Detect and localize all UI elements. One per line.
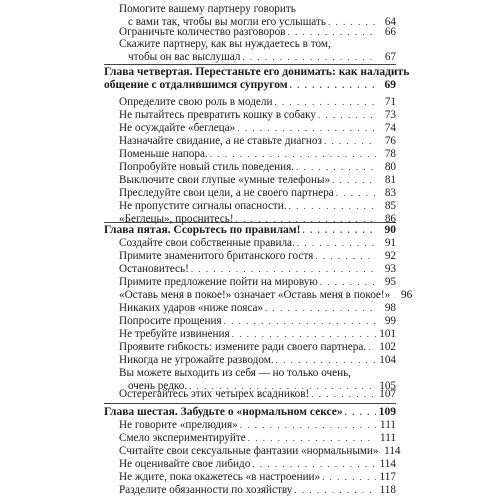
entry-title: «Оставь меня в покое!» означает «Оставь меня в покое!» (119, 289, 391, 301)
entry-line (0, 3, 500, 16)
page-number: 114 (384, 445, 401, 457)
entry-title: Глава пятая. Ссорьтесь по правилам! (104, 224, 301, 236)
page-number: 85 (384, 200, 396, 212)
toc-entry (0, 200, 500, 213)
page-number: 83 (384, 187, 396, 199)
chapter-entry (0, 406, 500, 419)
dot-leader (332, 174, 376, 187)
dot-leader (274, 96, 376, 109)
entry-title: Ограничьте количество разговоров (119, 26, 286, 38)
page-number: 90 (384, 224, 396, 236)
dot-leader (242, 51, 376, 64)
dot-leader (345, 406, 376, 419)
entry-line (0, 109, 500, 122)
entry-line (0, 96, 500, 109)
dot-leader (252, 458, 376, 471)
dot-leader (324, 135, 376, 148)
page-number: 73 (384, 109, 396, 121)
toc-entry (0, 289, 500, 302)
page-number: 71 (384, 96, 396, 108)
entry-title: Не говорите «прелюдия» (119, 419, 238, 431)
entry-title: Остановитесь! (119, 263, 189, 275)
entry-title: Глава шестая. Забудьте о «нормальном сексе» (104, 406, 343, 418)
entry-title: Выключите свои глупые «умные телефоны» (119, 174, 331, 186)
toc-entry (0, 341, 500, 354)
entry-title: Не оценивайте свое либидо (119, 458, 251, 470)
toc-entry (0, 388, 500, 401)
dot-leader (265, 302, 376, 315)
entry-line (0, 51, 500, 64)
dot-leader (289, 200, 376, 213)
entry-line (0, 122, 500, 135)
entry-title: общение с отдалившимся супругом (104, 78, 288, 91)
entry-title: Попросите прощения (119, 315, 222, 327)
entry-title: Вы можете выходить из себя — но только очень, (119, 367, 351, 379)
toc-entry (0, 445, 500, 458)
toc-entry (0, 302, 500, 315)
entry-title: Не осуждайте «беглеца» (119, 122, 236, 134)
page-number: 104 (379, 354, 396, 366)
dot-leader (240, 419, 376, 432)
entry-line (0, 445, 500, 458)
entry-line (0, 406, 500, 419)
entry-title: Не пытайтесь превратить кошку в собаку (119, 109, 316, 121)
entry-line (0, 263, 500, 276)
entry-title: Не ждите, пока окажетесь «в настроении» (119, 471, 321, 483)
section-divider (104, 403, 396, 404)
dot-leader (232, 328, 376, 341)
toc-entry (0, 458, 500, 471)
dot-leader (294, 484, 376, 497)
dot-leader (318, 109, 376, 122)
entry-title: Не пропустите сигналы опасности. (119, 200, 287, 212)
entry-line (0, 26, 500, 39)
toc-entry (0, 471, 500, 484)
page-number: 92 (384, 250, 396, 262)
entry-line (0, 38, 500, 51)
entry-line (0, 484, 500, 497)
page-number: 96 (401, 289, 413, 301)
entry-title: «Беглецы», проснитесь! (119, 213, 234, 225)
entry-title: Поменьше напора. (119, 148, 208, 160)
entry-title: Проявите гибкость: измените ради своего партнера. (119, 341, 367, 353)
dot-leader (191, 263, 376, 276)
page-number: 99 (384, 315, 396, 327)
page-number: 64 (384, 15, 396, 28)
entry-line (0, 79, 500, 92)
toc-entry (0, 3, 500, 28)
entry-title: Никаких ударов «ниже пояса» (119, 302, 264, 314)
dot-leader (315, 250, 376, 263)
dot-leader (290, 79, 376, 92)
chapter-entry (0, 66, 500, 91)
entry-line (0, 341, 500, 354)
dot-leader (288, 26, 376, 39)
page-number: 86 (384, 213, 396, 225)
toc-entry (0, 148, 500, 161)
page-number: 78 (384, 148, 396, 160)
page-number: 118 (379, 484, 396, 496)
toc-entry (0, 263, 500, 276)
toc-entry (0, 250, 500, 263)
entry-title: Никогда не угрожайте разводом. (119, 354, 274, 366)
entry-line (0, 432, 500, 445)
page-number: 69 (384, 78, 396, 91)
entry-title: Определите свою роль в модели (119, 96, 273, 108)
page-number: 80 (384, 161, 396, 173)
entry-line (0, 354, 500, 367)
dot-leader (224, 315, 376, 328)
entry-title: Помогите вашему партнеру говорить (119, 3, 296, 15)
toc-entry (0, 187, 500, 200)
page-number: 107 (379, 388, 396, 400)
entry-title: Смело экспериментируйте (119, 432, 246, 444)
entry-title: Создайте свои собственные правила. (119, 237, 295, 249)
toc-entry (0, 38, 500, 63)
entry-title: Считайте свои сексуальные фантазии «нормальными» (119, 445, 379, 457)
page-number: 93 (384, 263, 396, 275)
entry-line (0, 200, 500, 213)
entry-title: очень редко. (128, 379, 188, 392)
page-number: 67 (384, 50, 396, 63)
entry-line (0, 458, 500, 471)
page-number: 111 (380, 419, 396, 431)
entry-line (0, 471, 500, 484)
page-number: 66 (384, 26, 396, 38)
page-number: 98 (384, 302, 396, 314)
toc-entry (0, 484, 500, 497)
entry-line (0, 66, 500, 79)
entry-line (0, 224, 500, 237)
entry-line (0, 328, 500, 341)
dot-leader (336, 187, 376, 200)
toc-entry (0, 419, 500, 432)
entry-line (0, 315, 500, 328)
entry-line (0, 174, 500, 187)
entry-line (0, 148, 500, 161)
toc-entry (0, 432, 500, 445)
entry-line (0, 135, 500, 148)
dot-leader (320, 276, 376, 289)
page-number: 117 (379, 471, 396, 483)
entry-title: с вами так, чтобы вы могли его услышать (128, 15, 326, 28)
entry-line (0, 302, 500, 315)
dot-leader (368, 341, 376, 354)
page-number: 81 (384, 174, 396, 186)
page-number: 74 (384, 122, 396, 134)
toc-entry (0, 174, 500, 187)
entry-title: Примите знаменитого британского гостя (119, 250, 314, 262)
dot-leader (248, 432, 376, 445)
toc-entry (0, 135, 500, 148)
page-number: 95 (384, 276, 396, 288)
toc-entry (0, 276, 500, 289)
entry-title: чтобы он вас выслушал (128, 50, 241, 63)
entry-title: Разделите обязанности по хозяйству (119, 484, 293, 496)
entry-title: Примите предложение пойти на мировую (119, 276, 318, 288)
chapter-entry (0, 224, 500, 237)
page-number: 102 (379, 341, 396, 353)
dot-leader (237, 122, 376, 135)
page-number: 111 (380, 432, 396, 444)
entry-line (0, 367, 500, 380)
entry-title: Преследуйте свои цели, а не своего партнера (119, 187, 334, 199)
dot-leader (302, 224, 376, 237)
entry-line (0, 161, 500, 174)
page-number: 91 (384, 237, 396, 249)
toc-entry (0, 122, 500, 135)
entry-line (0, 250, 500, 263)
entry-line (0, 419, 500, 432)
toc-entry (0, 96, 500, 109)
toc-entry (0, 26, 500, 39)
entry-title: Скажите партнеру, как вы нуждаетесь в том, (119, 38, 331, 50)
page-number: 76 (384, 135, 396, 147)
dot-leader (297, 237, 376, 250)
toc-entry (0, 354, 500, 367)
entry-line (0, 187, 500, 200)
section-divider (104, 222, 396, 223)
toc-entry (0, 237, 500, 250)
toc-entry (0, 328, 500, 341)
entry-title: Не требуйте извинения (119, 328, 230, 340)
page-number: 114 (379, 458, 396, 470)
entry-line (0, 237, 500, 250)
dot-leader (322, 471, 376, 484)
page-number: 101 (379, 328, 396, 340)
page-number: 105 (379, 379, 396, 392)
entry-title: Назначайте свидание, а не ставьте диагноз (119, 135, 322, 147)
entry-line (0, 388, 500, 401)
entry-title: Остерегайтесь этих четырех всадников! (119, 388, 310, 400)
dot-leader (311, 388, 376, 401)
entry-title: Попробуйте новый стиль поведения. (119, 161, 295, 173)
toc-entry (0, 161, 500, 174)
dot-leader (210, 148, 376, 161)
section-divider (104, 64, 396, 65)
toc-entry (0, 315, 500, 328)
dot-leader (296, 161, 376, 174)
entry-line (0, 289, 500, 302)
entry-line (0, 276, 500, 289)
entry-title: Глава четвертая. Перестаньте его донимать: как наладить (104, 66, 410, 78)
page-number: 109 (378, 406, 396, 418)
dot-leader (276, 354, 376, 367)
toc-entry (0, 109, 500, 122)
